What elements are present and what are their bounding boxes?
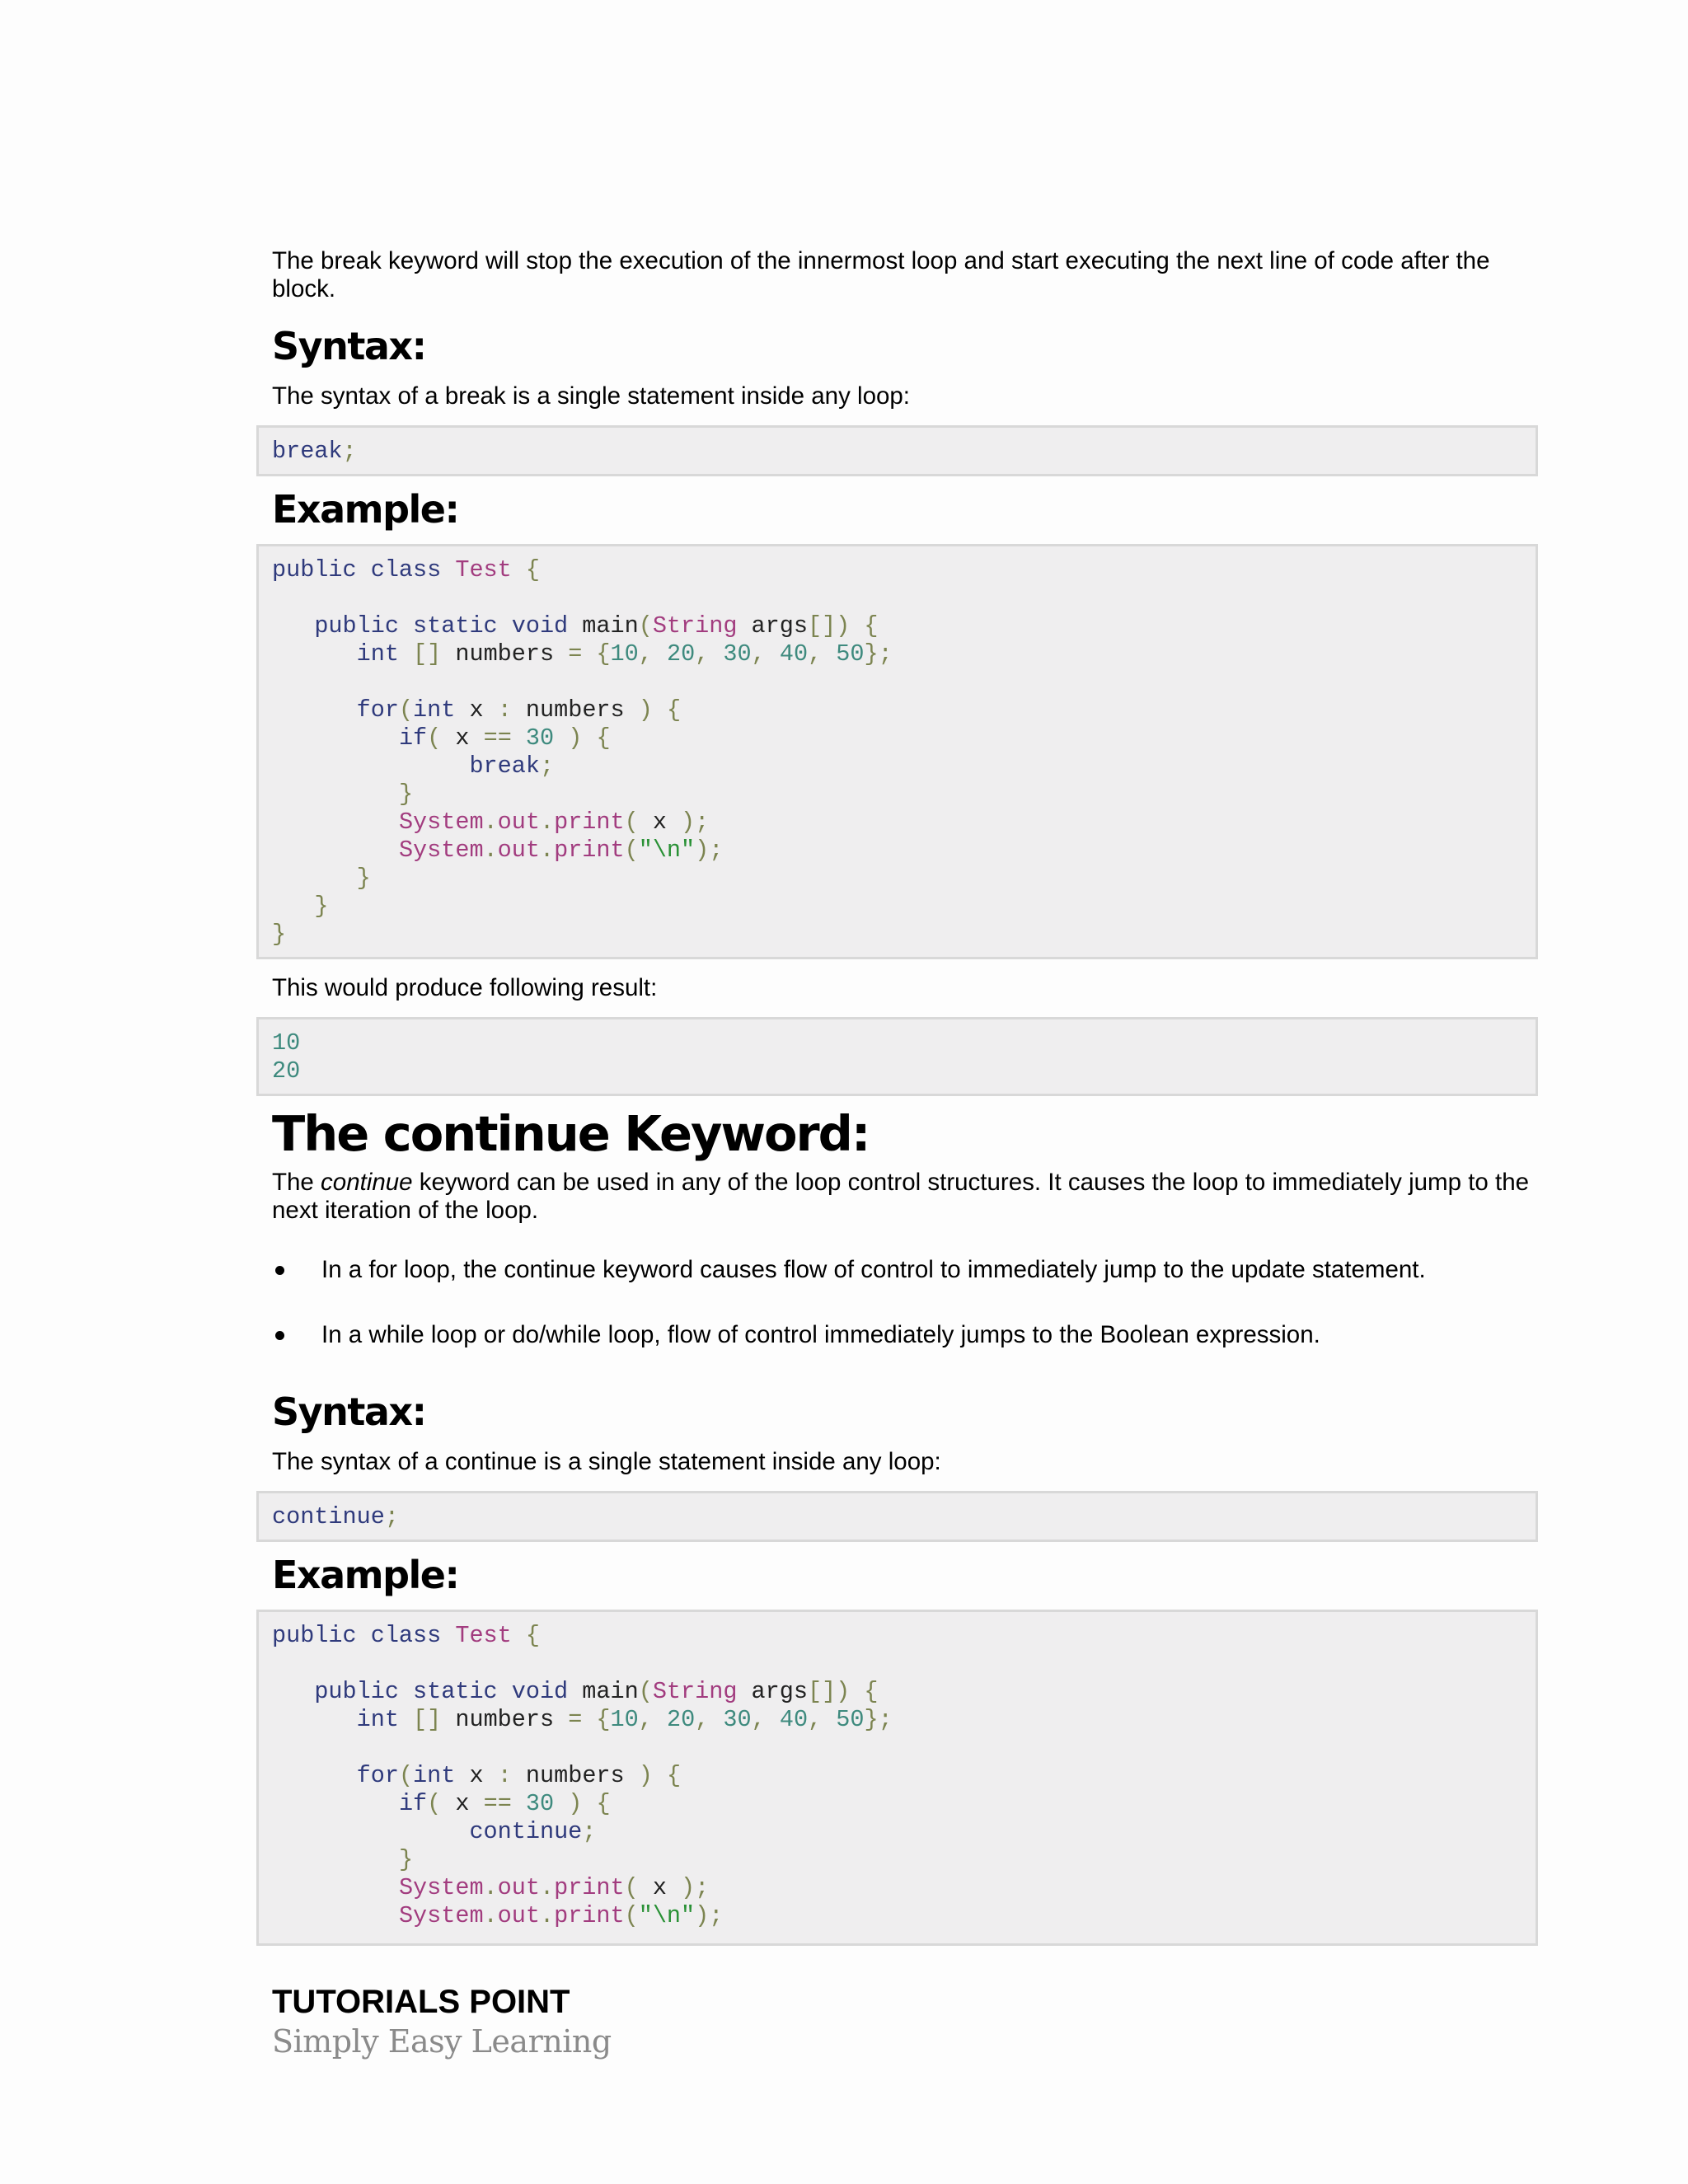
list-item: In a while loop or do/while loop, flow of control immediately jumps to the Boolean expression.: [272, 1321, 1541, 1349]
break-example-heading: Example:: [272, 487, 459, 532]
continue-syntax-heading: Syntax:: [272, 1390, 426, 1434]
list-item: In a for loop, the continue keyword causes flow of control to immediately jump to the update statement.: [272, 1256, 1541, 1284]
result-description: This would produce following result:: [272, 974, 658, 1001]
continue-description: The continue keyword can be used in any of the loop control structures. It causes the loop to immediately jump to the next iteration of the loop.: [272, 1169, 1530, 1224]
page-footer: [272, 1982, 612, 2061]
page-content: [272, 247, 1541, 1946]
break-example-code-block: public class Test { public static void main(String args[]) { int [] numbers = {10, 20, 30, 40, 50}; for(int x : numbers ) { if( x == 30 ) { break; } System.out.print( x ); System.out.print("\n"); } } }: [256, 544, 1538, 959]
continue-keyword-heading: The continue Keyword:: [272, 1105, 870, 1162]
result-line: 10: [272, 1029, 301, 1057]
continue-bullet-list: [272, 1256, 1541, 1349]
intro-paragraph: The break keyword will stop the execution of the innermost loop and start executing the next line of code after the block.: [272, 247, 1490, 302]
footer-brand-subtitle: Simply Easy Learning: [272, 2023, 612, 2060]
continue-syntax-code-block: continue;: [256, 1491, 1538, 1542]
result-line: 20: [272, 1057, 301, 1085]
continue-example-code-block: public class Test { public static void main(String args[]) { int [] numbers = {10, 20, 30, 40, 50}; for(int x : numbers ) { if( x == 30 ) { continue; } System.out.print( x ); System.out.print("\n");: [256, 1610, 1538, 1946]
break-result-output-block: [256, 1017, 1538, 1096]
break-syntax-description: The syntax of a break is a single statement inside any loop:: [272, 382, 910, 410]
break-syntax-keyword: break: [272, 438, 343, 465]
break-syntax-heading: Syntax:: [272, 324, 426, 368]
footer-brand-title: TUTORIALS POINT: [272, 1984, 570, 2020]
continue-syntax-keyword: continue: [272, 1503, 385, 1530]
continue-example-heading: Example:: [272, 1553, 459, 1597]
continue-syntax-description: The syntax of a continue is a single statement inside any loop:: [272, 1448, 941, 1475]
break-syntax-code-block: break;: [256, 425, 1538, 476]
continue-emphasis: continue: [321, 1169, 413, 1196]
